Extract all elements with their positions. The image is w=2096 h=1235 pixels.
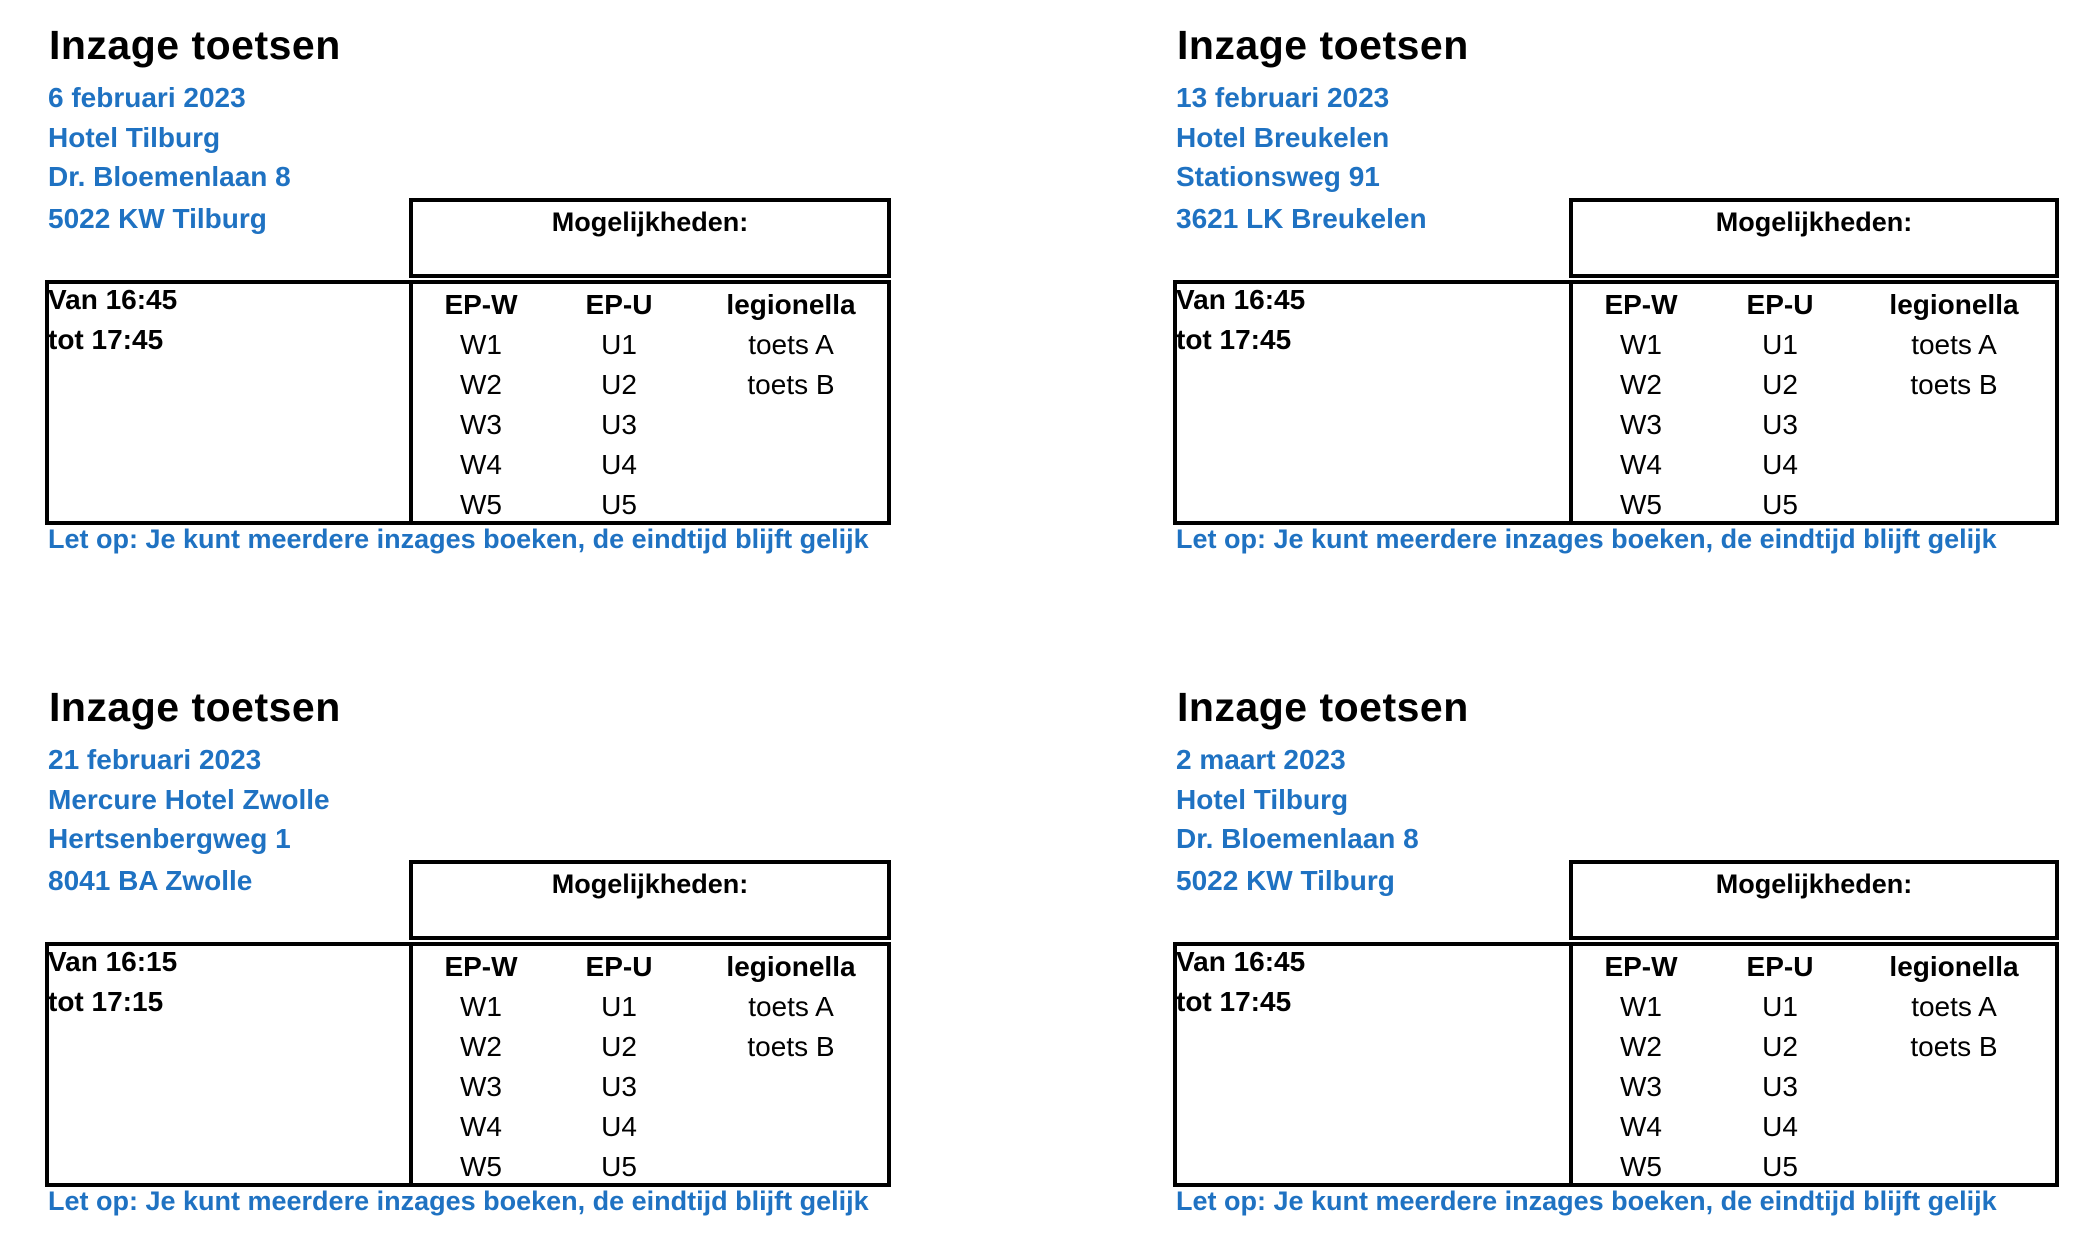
option-item: toets B: [1910, 369, 1998, 400]
option-item: U3: [601, 1071, 637, 1102]
time-from: Van 16:45: [1176, 946, 1306, 977]
option-item: U4: [1762, 449, 1798, 480]
option-item: W3: [460, 409, 502, 440]
session-block-0: [45, 0, 1045, 560]
column-legionella: [1874, 948, 2034, 1068]
venue-name: Hotel Tilburg: [1176, 784, 1349, 815]
column-header-ep-w: EP-W: [444, 951, 518, 982]
column-header-ep-w: EP-W: [444, 289, 518, 320]
venue-name: Hotel Tilburg: [48, 122, 221, 153]
session-block-2: [45, 662, 1045, 1222]
block-title: Inzage toetsen: [1177, 684, 1469, 730]
option-item: toets B: [747, 1031, 835, 1062]
time-from: Van 16:45: [48, 284, 178, 315]
venue-street: Dr. Bloemenlaan 8: [1176, 823, 1419, 854]
venue-city: 5022 KW Tilburg: [48, 203, 267, 234]
column-header-legionella: legionella: [1889, 951, 2019, 982]
booking-note: Let op: Je kunt meerdere inzages boeken, de eindtijd blijft gelijk: [1176, 524, 1997, 554]
session-date: 2 maart 2023: [1176, 744, 1346, 775]
options-header-box: [1569, 198, 2059, 278]
option-item: W5: [1620, 1151, 1662, 1182]
option-item: W2: [1620, 1031, 1662, 1062]
column-header-ep-w: EP-W: [1604, 951, 1678, 982]
time-to: tot 17:45: [48, 324, 164, 355]
option-item: W3: [460, 1071, 502, 1102]
option-item: toets A: [748, 329, 834, 360]
column-ep-w: [1561, 948, 1721, 1188]
column-header-ep-u: EP-U: [1746, 289, 1814, 320]
venue-city: 5022 KW Tilburg: [1176, 865, 1395, 896]
option-item: W4: [1620, 449, 1662, 480]
column-ep-u: [1700, 286, 1860, 526]
option-item: U3: [1762, 1071, 1798, 1102]
option-item: W2: [460, 1031, 502, 1062]
venue-name: Mercure Hotel Zwolle: [48, 784, 330, 815]
option-item: W2: [460, 369, 502, 400]
venue-street: Hertsenbergweg 1: [48, 823, 291, 854]
options-header-box: [1569, 860, 2059, 940]
option-item: U2: [601, 369, 637, 400]
option-item: U5: [601, 489, 637, 520]
column-ep-u: [539, 948, 699, 1188]
option-item: W4: [460, 449, 502, 480]
option-item: W3: [1620, 1071, 1662, 1102]
session-date: 21 februari 2023: [48, 744, 262, 775]
session-date: 6 februari 2023: [48, 82, 246, 113]
column-header-ep-u: EP-U: [585, 951, 653, 982]
column-header-ep-u: EP-U: [585, 289, 653, 320]
option-item: W5: [1620, 489, 1662, 520]
option-item: W3: [1620, 409, 1662, 440]
option-item: toets A: [748, 991, 834, 1022]
venue-street: Stationsweg 91: [1176, 161, 1380, 192]
options-header-box: [409, 860, 891, 940]
column-ep-w: [401, 286, 561, 526]
option-item: U2: [1762, 369, 1798, 400]
option-item: U2: [601, 1031, 637, 1062]
option-item: W4: [1620, 1111, 1662, 1142]
venue-city: 3621 LK Breukelen: [1176, 203, 1427, 234]
option-item: W1: [460, 329, 502, 360]
column-legionella: [711, 948, 871, 1068]
option-item: W1: [1620, 329, 1662, 360]
option-item: U3: [601, 409, 637, 440]
session-block-1: [1173, 0, 2096, 560]
time-to: tot 17:45: [1176, 324, 1292, 355]
time-to: tot 17:15: [48, 986, 164, 1017]
venue-name: Hotel Breukelen: [1176, 122, 1390, 153]
option-item: U4: [1762, 1111, 1798, 1142]
option-item: U1: [1762, 329, 1798, 360]
session-block-3: [1173, 662, 2096, 1222]
option-item: toets A: [1911, 991, 1997, 1022]
time-from: Van 16:45: [1176, 284, 1306, 315]
option-item: U2: [1762, 1031, 1798, 1062]
option-item: U1: [601, 329, 637, 360]
booking-note: Let op: Je kunt meerdere inzages boeken, de eindtijd blijft gelijk: [48, 524, 869, 554]
options-header-box: [409, 198, 891, 278]
option-item: U3: [1762, 409, 1798, 440]
column-header-ep-w: EP-W: [1604, 289, 1678, 320]
option-item: toets B: [747, 369, 835, 400]
option-item: U1: [601, 991, 637, 1022]
option-item: U5: [601, 1151, 637, 1182]
session-date: 13 februari 2023: [1176, 82, 1390, 113]
option-item: U4: [601, 449, 637, 480]
column-header-legionella: legionella: [1889, 289, 2019, 320]
column-ep-u: [1700, 948, 1860, 1188]
option-item: W2: [1620, 369, 1662, 400]
venue-city: 8041 BA Zwolle: [48, 865, 253, 896]
column-legionella: [711, 286, 871, 406]
option-item: W1: [1620, 991, 1662, 1022]
time-to: tot 17:45: [1176, 986, 1292, 1017]
options-header-label: Mogelijkheden:: [551, 207, 749, 237]
options-header-label: Mogelijkheden:: [1715, 869, 1913, 899]
column-ep-w: [401, 948, 561, 1188]
column-ep-w: [1561, 286, 1721, 526]
block-title: Inzage toetsen: [49, 22, 341, 68]
column-ep-u: [539, 286, 699, 526]
column-header-ep-u: EP-U: [1746, 951, 1814, 982]
option-item: U1: [1762, 991, 1798, 1022]
option-item: W5: [460, 489, 502, 520]
block-title: Inzage toetsen: [1177, 22, 1469, 68]
options-header-label: Mogelijkheden:: [1715, 207, 1913, 237]
option-item: toets B: [1910, 1031, 1998, 1062]
option-item: U5: [1762, 489, 1798, 520]
block-title: Inzage toetsen: [49, 684, 341, 730]
column-header-legionella: legionella: [726, 289, 856, 320]
booking-note: Let op: Je kunt meerdere inzages boeken, de eindtijd blijft gelijk: [1176, 1186, 1997, 1216]
option-item: W5: [460, 1151, 502, 1182]
venue-street: Dr. Bloemenlaan 8: [48, 161, 291, 192]
booking-note: Let op: Je kunt meerdere inzages boeken, de eindtijd blijft gelijk: [48, 1186, 869, 1216]
option-item: W1: [460, 991, 502, 1022]
option-item: toets A: [1911, 329, 1997, 360]
options-header-label: Mogelijkheden:: [551, 869, 749, 899]
option-item: W4: [460, 1111, 502, 1142]
column-header-legionella: legionella: [726, 951, 856, 982]
column-legionella: [1874, 286, 2034, 406]
option-item: U5: [1762, 1151, 1798, 1182]
option-item: U4: [601, 1111, 637, 1142]
time-from: Van 16:15: [48, 946, 178, 977]
